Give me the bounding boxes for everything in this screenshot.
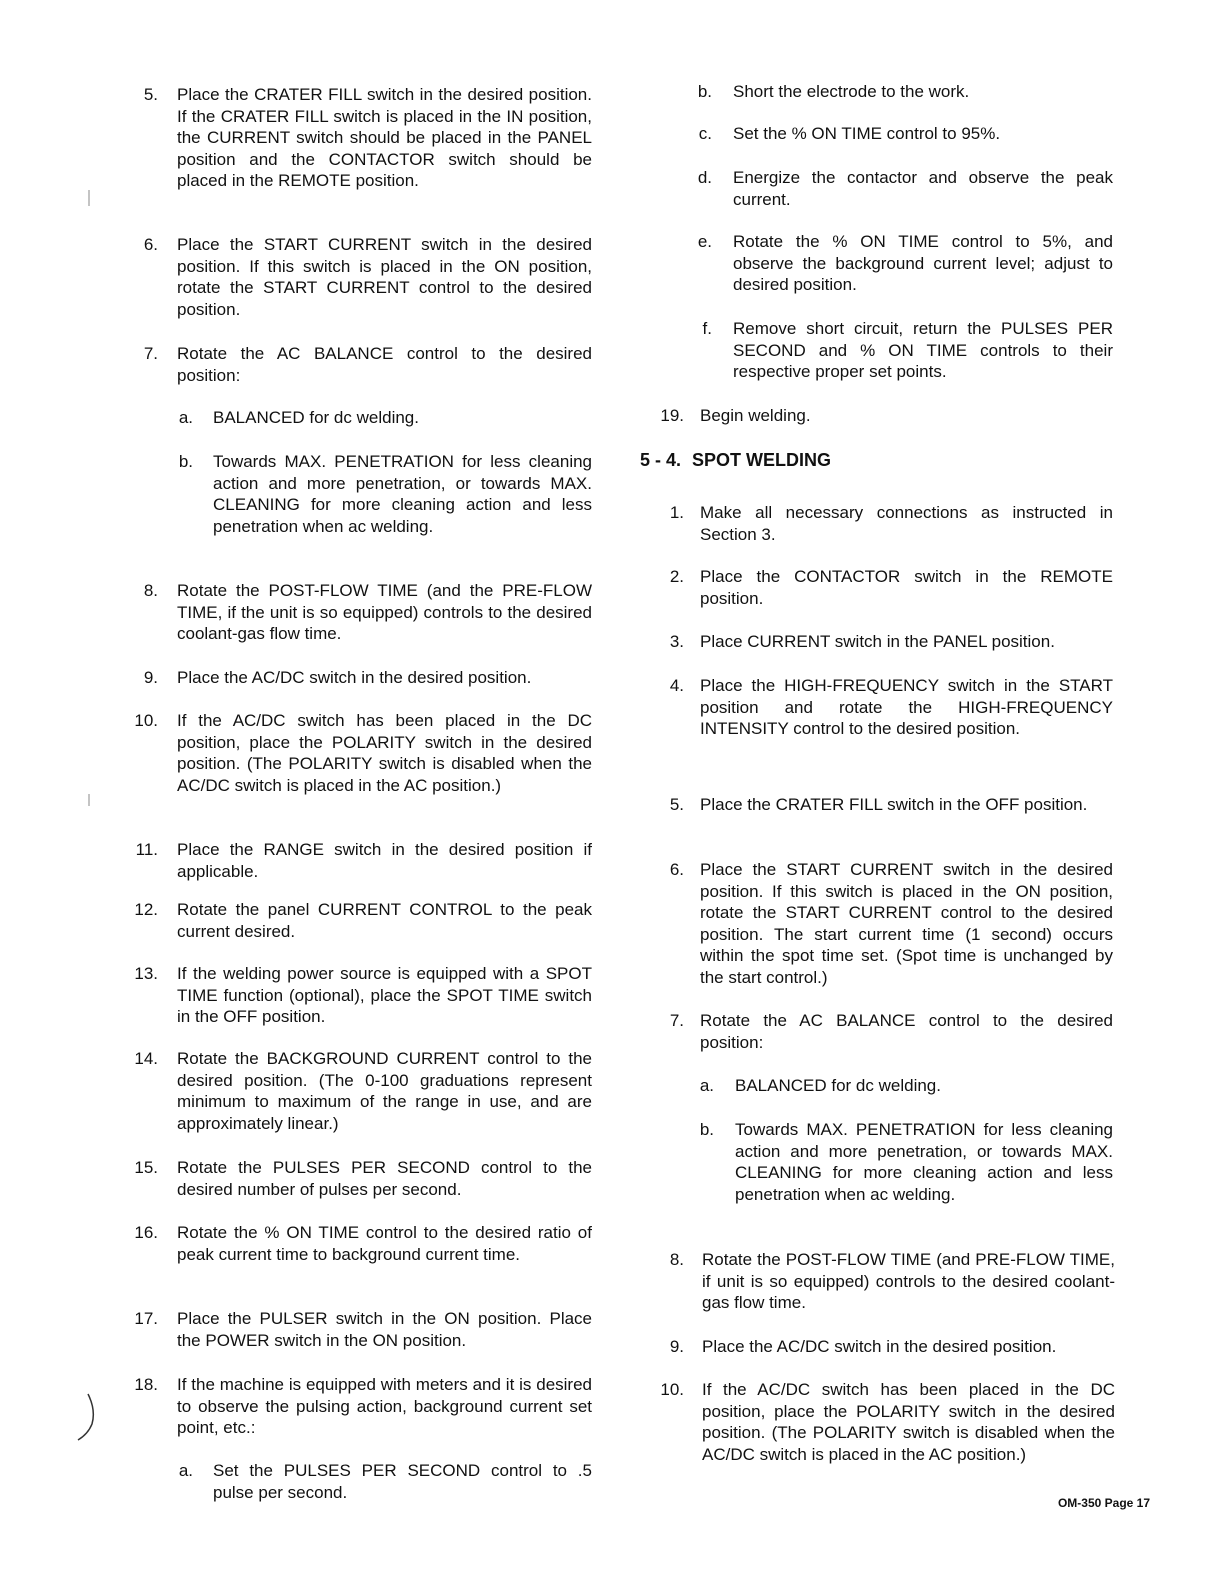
item-text: Place the HIGH-FREQUENCY switch in the START position and rotate the HIGH-FREQUENCY INTENSITY control to the desired position. xyxy=(700,676,1113,739)
item-letter: c. xyxy=(698,124,712,143)
item-text: Remove short circuit, return the PULSES PER SECOND and % ON TIME controls to their respective proper set points. xyxy=(733,319,1113,382)
item-letter: e. xyxy=(697,232,712,251)
item-text: Rotate the PULSES PER SECOND control to the desired number of pulses per second. xyxy=(177,1158,592,1199)
item-text: Place the START CURRENT switch in the desired position. If this switch is placed in the ON position, rotate the START CURRENT control to the desired position. The start current time (1 second) occurs within the spot time set. (Spot time is unchanged by the start control.) xyxy=(700,860,1113,987)
item-number: 3. xyxy=(669,632,684,651)
item-text: Rotate the AC BALANCE control to the desired position: xyxy=(177,344,592,385)
item-number: 4. xyxy=(669,676,684,695)
item-text: Short the electrode to the work. xyxy=(733,82,970,101)
item-letter: b. xyxy=(697,82,712,101)
item-number: 7. xyxy=(143,344,158,363)
item-number: 6. xyxy=(143,235,158,254)
item-text: Place the CRATER FILL switch in the OFF position. xyxy=(700,795,1088,814)
item-number: 10. xyxy=(134,711,158,730)
item-text: BALANCED for dc welding. xyxy=(213,408,419,427)
item-text: If the AC/DC switch has been placed in the DC position, place the POLARITY switch in the desired position. (The POLARITY switch is disabled when the AC/DC switch is placed in the AC position.) xyxy=(702,1380,1115,1464)
item-text: Make all necessary connections as instructed in Section 3. xyxy=(700,503,1113,544)
item-letter: a. xyxy=(699,1076,714,1095)
item-text: Rotate the POST-FLOW TIME (and PRE-FLOW TIME, if unit is so equipped) controls to the desired coolant-gas flow time. xyxy=(702,1250,1115,1313)
item-text: If the machine is equipped with meters and it is desired to observe the pulsing action, background current set point, etc.: xyxy=(177,1375,592,1438)
item-text: If the AC/DC switch has been placed in the DC position, place the POLARITY switch in the desired position. (The POLARITY switch is disabled when the AC/DC switch is placed in the AC position.) xyxy=(177,711,592,795)
item-number: 10. xyxy=(660,1380,684,1399)
item-text: Place the AC/DC switch in the desired position. xyxy=(177,668,532,687)
item-text: Place CURRENT switch in the PANEL position. xyxy=(700,632,1055,651)
item-text: Rotate the % ON TIME control to the desired ratio of peak current time to background current time. xyxy=(177,1223,592,1264)
item-text: Set the PULSES PER SECOND control to .5 pulse per second. xyxy=(213,1461,592,1502)
item-number: 18. xyxy=(134,1375,158,1394)
item-text: Rotate the panel CURRENT CONTROL to the peak current desired. xyxy=(177,900,592,941)
item-number: 7. xyxy=(669,1011,684,1030)
item-number: 5. xyxy=(143,85,158,104)
page-footer: OM-350 Page 17 xyxy=(1057,1496,1150,1510)
item-number: 17. xyxy=(134,1309,158,1328)
item-text: Rotate the BACKGROUND CURRENT control to the desired position. (The 0-100 graduations represent minimum to maximum of the range in use, and are approximately linear.) xyxy=(177,1049,592,1133)
item-number: 11. xyxy=(135,840,158,859)
item-number: 8. xyxy=(669,1250,684,1269)
item-text: Energize the contactor and observe the peak current. xyxy=(733,168,1113,209)
section-heading xyxy=(640,449,831,471)
item-letter: b. xyxy=(178,452,193,471)
item-number: 12. xyxy=(134,900,158,919)
item-number: 9. xyxy=(143,668,158,687)
item-text: Rotate the AC BALANCE control to the desired position: xyxy=(700,1011,1113,1052)
item-letter: b. xyxy=(699,1120,714,1139)
item-text: Place the PULSER switch in the ON position. Place the POWER switch in the ON position. xyxy=(177,1309,592,1350)
item-number: 1. xyxy=(669,503,684,522)
item-number: 6. xyxy=(669,860,684,879)
item-text: Towards MAX. PENETRATION for less cleaning action and more penetration, or towards MAX. CLEANING for more cleaning action and less penetration when ac welding. xyxy=(735,1120,1113,1204)
section-number: 5 - 4. xyxy=(640,450,682,470)
item-number: 14. xyxy=(134,1049,158,1068)
item-text: Rotate the POST-FLOW TIME (and the PRE-FLOW TIME, if the unit is so equipped) controls to the desired coolant-gas flow time. xyxy=(177,581,592,644)
item-letter: d. xyxy=(697,168,712,187)
item-number: 13. xyxy=(134,964,158,983)
item-number: 16. xyxy=(134,1223,158,1242)
item-letter: f. xyxy=(702,319,712,338)
item-text: Begin welding. xyxy=(700,406,811,425)
item-text: Place the RANGE switch in the desired position if applicable. xyxy=(177,840,592,881)
item-number: 9. xyxy=(669,1337,684,1356)
item-letter: a. xyxy=(178,1461,193,1480)
item-text: Rotate the % ON TIME control to 5%, and observe the background current level; adjust to desired position. xyxy=(733,232,1113,295)
item-text: Set the % ON TIME control to 95%. xyxy=(733,124,1001,143)
item-number: 5. xyxy=(669,795,684,814)
item-text: Place the AC/DC switch in the desired position. xyxy=(702,1337,1057,1356)
item-text: Place the START CURRENT switch in the desired position. If this switch is placed in the ON position, rotate the START CURRENT control to the desired position. xyxy=(177,235,592,319)
item-text: Place the CONTACTOR switch in the REMOTE position. xyxy=(700,567,1113,608)
section-title: SPOT WELDING xyxy=(692,450,832,470)
item-number: 19. xyxy=(660,406,684,425)
item-text: BALANCED for dc welding. xyxy=(735,1076,941,1095)
item-letter: a. xyxy=(178,408,193,427)
item-number: 8. xyxy=(143,581,158,600)
item-text: Place the CRATER FILL switch in the desired position. If the CRATER FILL switch is placed in the IN position, the CURRENT switch should be placed in the PANEL position and the CONTACTOR switch should be placed in the REMOTE position. xyxy=(177,85,592,191)
item-number: 2. xyxy=(669,567,684,586)
item-number: 15. xyxy=(134,1158,158,1177)
item-text: Towards MAX. PENETRATION for less cleaning action and more penetration, or towards MAX. CLEANING for more cleaning action and less penetration when ac welding. xyxy=(213,452,592,536)
margin-mark-curve xyxy=(78,1394,93,1440)
item-text: If the welding power source is equipped with a SPOT TIME function (optional), place the SPOT TIME switch in the OFF position. xyxy=(177,964,592,1027)
